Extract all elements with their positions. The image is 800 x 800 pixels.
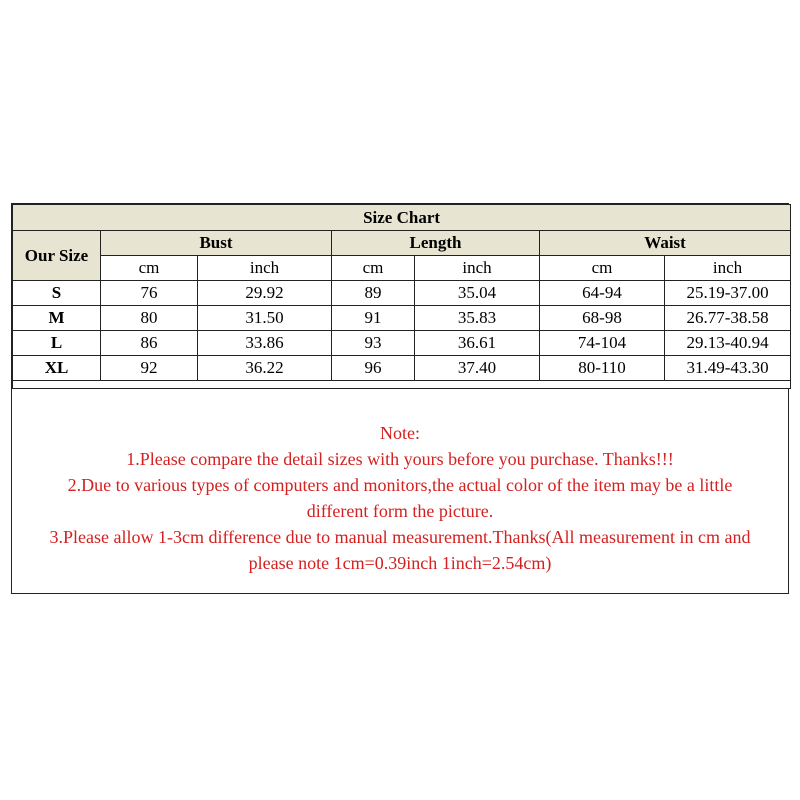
value-cell: 64-94: [540, 281, 665, 306]
note-line: please note 1cm=0.39inch 1inch=2.54cm): [248, 553, 552, 573]
table-row: [13, 356, 791, 381]
value-cell: 26.77-38.58: [665, 306, 791, 331]
value-cell: 36.61: [415, 331, 540, 356]
table-row: [13, 306, 791, 331]
group-header-bust: Bust: [101, 231, 332, 256]
value-cell: 74-104: [540, 331, 665, 356]
value-cell: 80-110: [540, 356, 665, 381]
value-cell: 80: [101, 306, 198, 331]
size-header: Our Size: [13, 231, 101, 281]
value-cell: 37.40: [415, 356, 540, 381]
unit-header: inch: [415, 256, 540, 281]
spacer-cell: [13, 381, 791, 389]
spacer-row: [13, 381, 791, 389]
value-cell: 31.49-43.30: [665, 356, 791, 381]
value-cell: 68-98: [540, 306, 665, 331]
note-line: 3.Please allow 1-3cm difference due to manual measurement.Thanks(All measurement in cm and: [49, 527, 751, 547]
note-line: 2.Due to various types of computers and monitors,the actual color of the item may be a little: [67, 475, 733, 495]
value-cell: 35.83: [415, 306, 540, 331]
value-cell: 25.19-37.00: [665, 281, 791, 306]
group-header-row: [13, 231, 791, 256]
size-cell: XL: [13, 356, 101, 381]
size-cell: M: [13, 306, 101, 331]
unit-header: cm: [101, 256, 198, 281]
note-line: 1.Please compare the detail sizes with yours before you purchase. Thanks!!!: [126, 449, 674, 469]
table-title: Size Chart: [13, 205, 791, 231]
value-cell: 89: [332, 281, 415, 306]
table-row: [13, 281, 791, 306]
value-cell: 35.04: [415, 281, 540, 306]
unit-header: cm: [540, 256, 665, 281]
value-cell: 93: [332, 331, 415, 356]
value-cell: 31.50: [198, 306, 332, 331]
value-cell: 33.86: [198, 331, 332, 356]
title-row: [13, 205, 791, 231]
value-cell: 36.22: [198, 356, 332, 381]
value-cell: 96: [332, 356, 415, 381]
value-cell: 29.92: [198, 281, 332, 306]
value-cell: 92: [101, 356, 198, 381]
value-cell: 91: [332, 306, 415, 331]
table-row: [13, 331, 791, 356]
size-chart: [11, 203, 789, 594]
unit-header: cm: [332, 256, 415, 281]
note-heading: Note:: [380, 423, 420, 443]
group-header-waist: Waist: [540, 231, 791, 256]
size-cell: S: [13, 281, 101, 306]
notes-block: [12, 420, 788, 576]
value-cell: 29.13-40.94: [665, 331, 791, 356]
group-header-length: Length: [332, 231, 540, 256]
value-cell: 86: [101, 331, 198, 356]
note-line: different form the picture.: [306, 501, 494, 521]
size-cell: L: [13, 331, 101, 356]
value-cell: 76: [101, 281, 198, 306]
unit-header: inch: [198, 256, 332, 281]
unit-header-row: [13, 256, 791, 281]
size-table: [12, 204, 791, 389]
unit-header: inch: [665, 256, 791, 281]
